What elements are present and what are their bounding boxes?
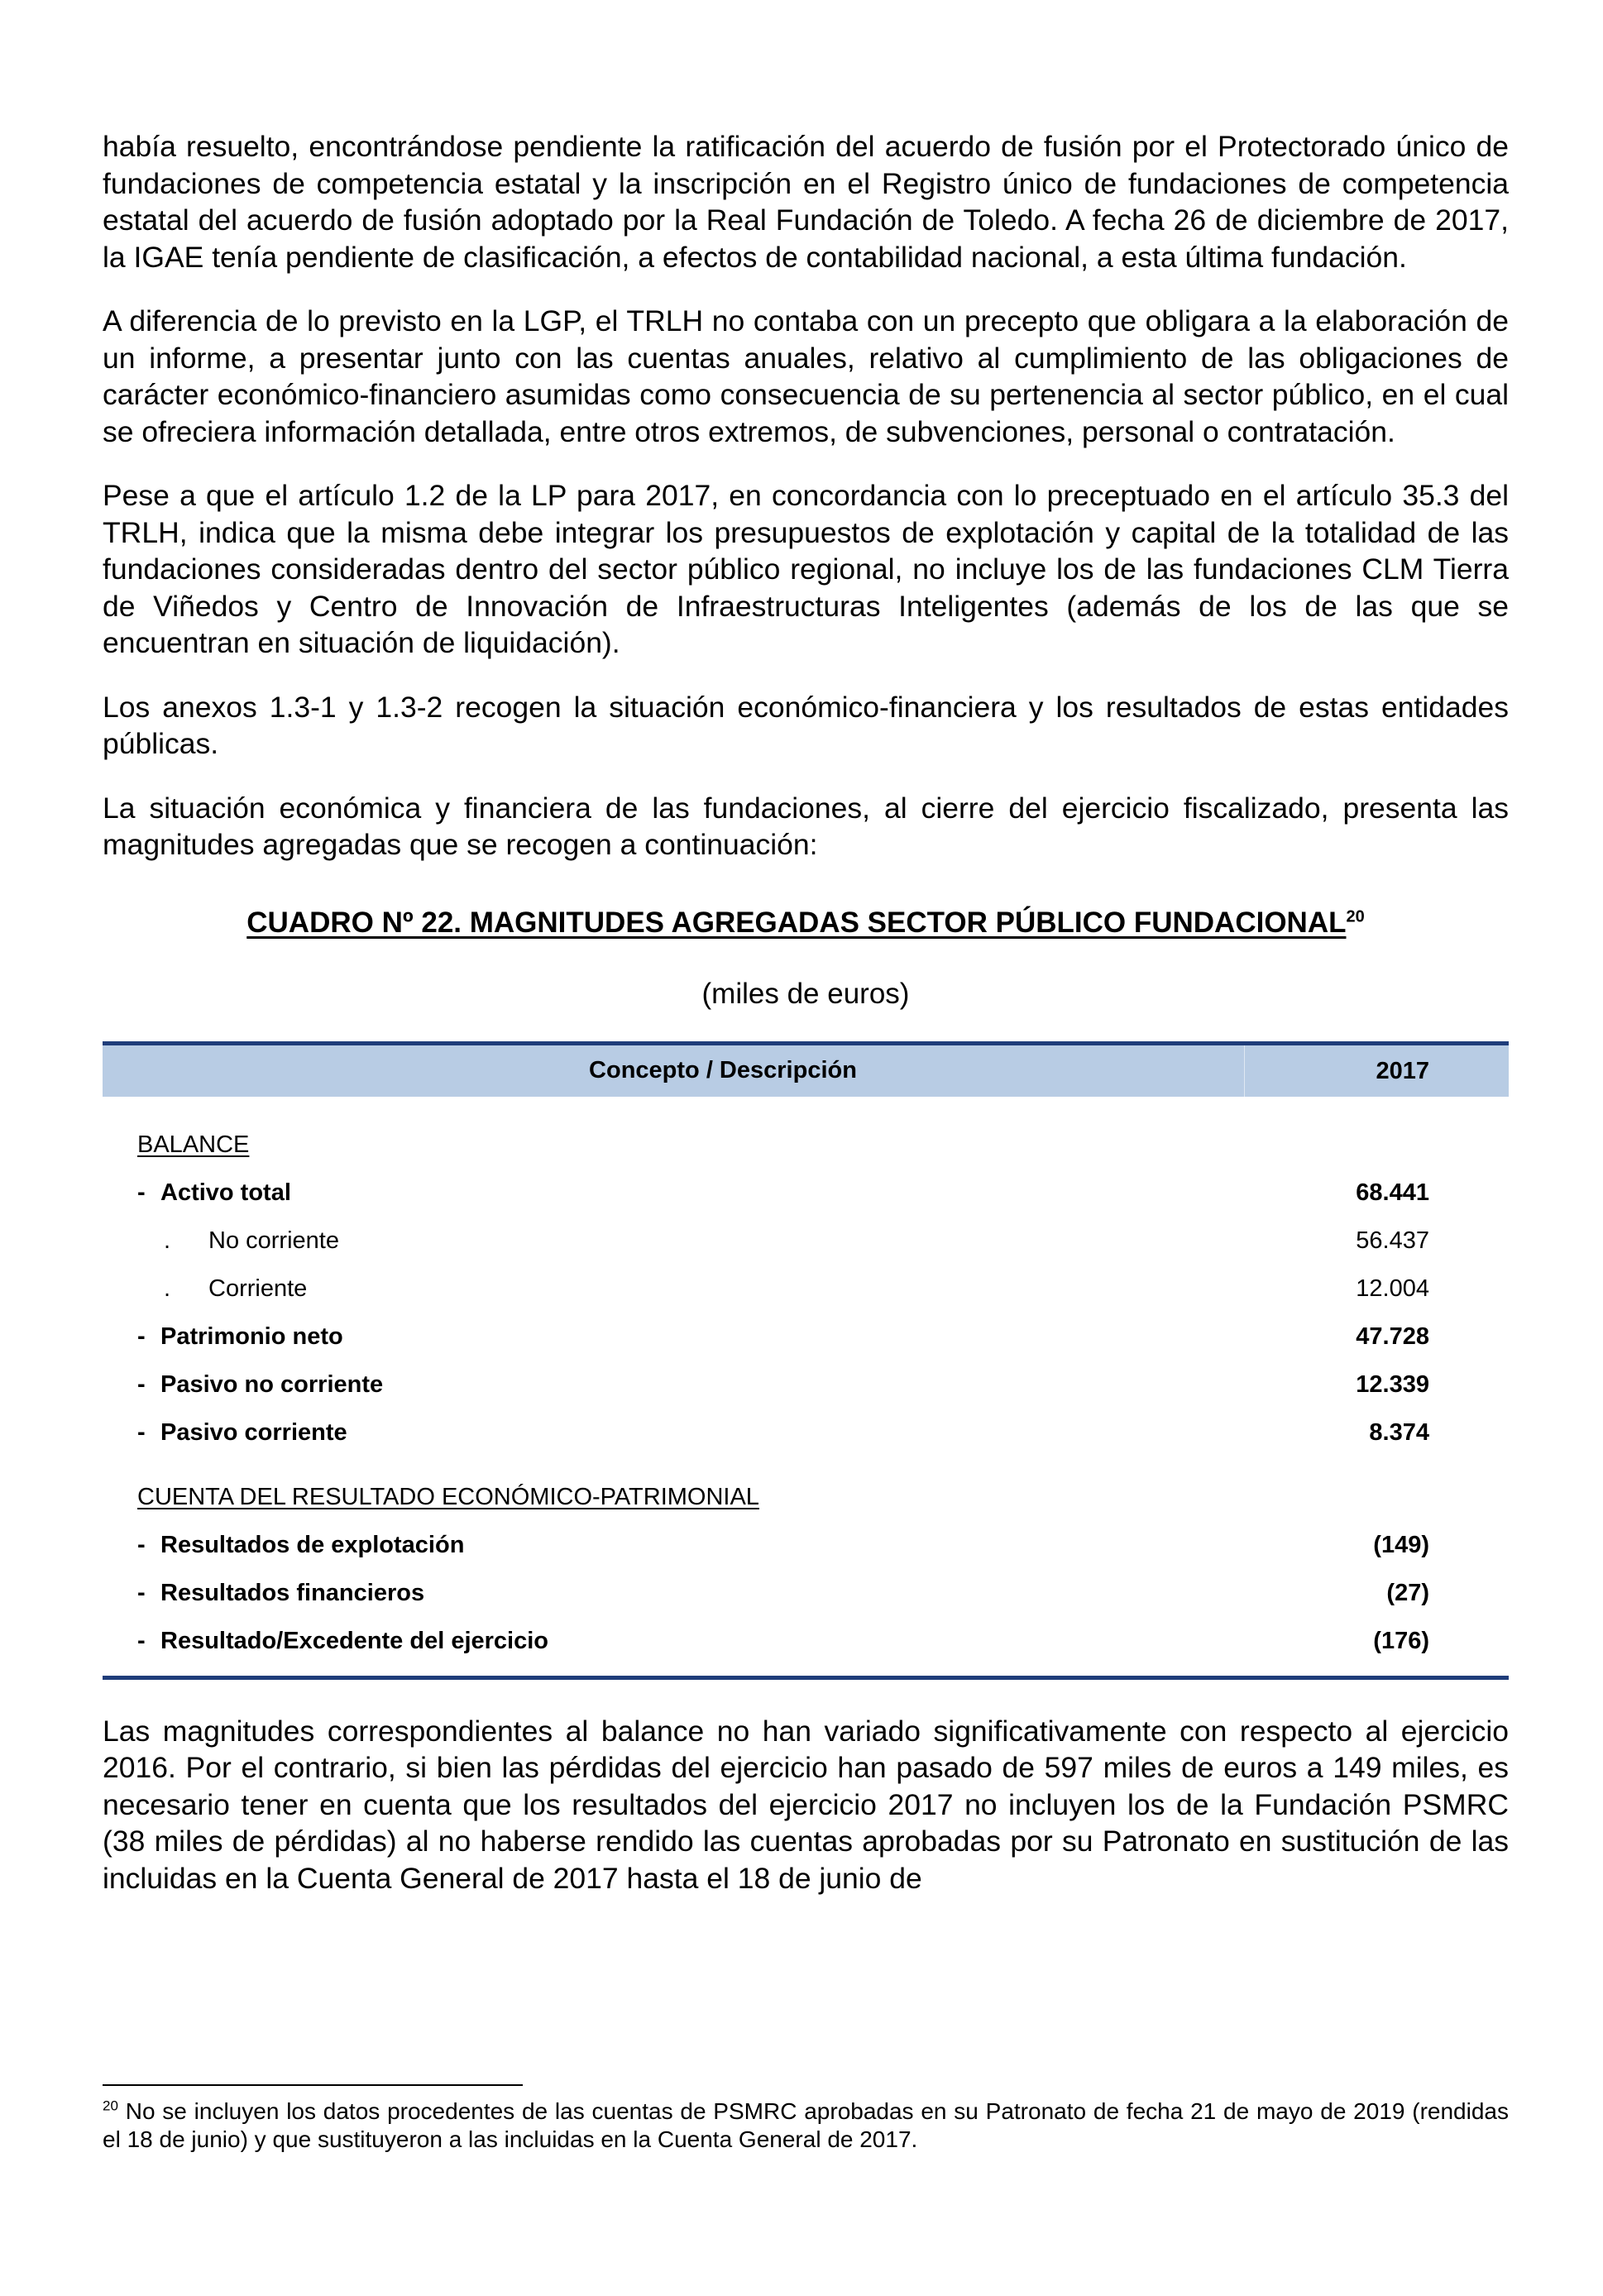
header-year: 2017 [1244, 1045, 1509, 1097]
table-row: - Pasivo corriente 8.374 [103, 1409, 1509, 1457]
row-value: (176) [1373, 1628, 1429, 1654]
table-units: (miles de euros) [701, 977, 910, 1010]
row-label: Pasivo no corriente [160, 1371, 384, 1398]
footnote-number: 20 [103, 2097, 118, 2114]
header-concept: Concepto / Descripción [589, 1057, 857, 1083]
paragraph-4: Los anexos 1.3-1 y 1.3-2 recogen la situación económico-financiera y los resultados de estas entidades públicas. [103, 690, 1509, 760]
row-value: (27) [1386, 1580, 1429, 1606]
table-title-text: CUADRO Nº 22. MAGNITUDES AGREGADAS SECTOR PÚBLICO FUNDACIONAL [246, 906, 1347, 939]
section-heading: BALANCE [137, 1131, 250, 1158]
section-resultado [103, 1474, 1509, 1522]
row-value: 8.374 [1369, 1419, 1429, 1446]
table-title [103, 905, 1509, 941]
row-label: Activo total [160, 1179, 291, 1206]
footnote-text: No se incluyen los datos procedentes de las cuentas de PSMRC aprobadas en su Patronato de fecha 21 de mayo de 2019 (rendidas el 18 de junio) y que sustituyeron a las incluidas en la Cuenta General de 2017. [103, 2098, 1509, 2152]
row-value: 56.437 [1356, 1227, 1429, 1254]
paragraph-2: A diferencia de lo previsto en la LGP, el TRLH no contaba con un precepto que obligara a la elaboración de un informe, a presentar junto con las cuentas anuales, relativo al cumplimiento de las obligaciones de carácter económico-financiero asumidas como consecuencia de su pertenencia al sector público, en el cual se ofreciera información detallada, entre otros extremos, de subvenciones, personal o contratación. [103, 304, 1509, 448]
paragraph-after-table: Las magnitudes correspondientes al balance no han variado significativamente con respecto al ejercicio 2016. Por el contrario, si bien las pérdidas del ejercicio han pasado de 597 miles de euros a 149 miles, es necesario tener en cuenta que los resultados del ejercicio 2017 no incluyen los de la Fundación PSMRC (38 miles de pérdidas) al no haberse rendido las cuentas aprobadas por su Patronato en sustitución de las incluidas en la Cuenta General de 2017 hasta el 18 de junio de [103, 1714, 1509, 1895]
paragraph-1: había resuelto, encontrándose pendiente la ratificación del acuerdo de fusión por el Protectorado único de fundaciones de competencia estatal y la inscripción en el Registro único de fundaciones de competencia estatal del acuerdo de fusión adoptado por la Real Fundación de Toledo. A fecha 26 de diciembre de 2017, la IGAE tenía pendiente de clasificación, a efectos de contabilidad nacional, a esta última fundación. [103, 130, 1509, 274]
table-row: . No corriente 56.437 [103, 1217, 1509, 1265]
section-balance [103, 1122, 1509, 1170]
row-value: 12.339 [1356, 1371, 1429, 1398]
magnitudes-table [103, 1041, 1509, 1680]
paragraph-3: Pese a que el artículo 1.2 de la LP para 2017, en concordancia con lo preceptuado en el artículo 35.3 del TRLH, indica que la misma debe integrar los presupuestos de explotación y capital de la totalidad de las fundaciones consideradas dentro del sector público regional, no incluye los de las fundaciones CLM Tierra de Viñedos y Centro de Innovación de Infraestructuras Inteligentes (además de los de las que se encuentran en situación de liquidación). [103, 479, 1509, 659]
table-row: - Activo total 68.441 [103, 1170, 1509, 1217]
table-row: - Patrimonio neto 47.728 [103, 1313, 1509, 1361]
row-value: 68.441 [1356, 1179, 1429, 1206]
table-body [103, 1097, 1509, 1676]
table-row: . Corriente 12.004 [103, 1265, 1509, 1313]
row-label: Resultados de explotación [160, 1532, 465, 1558]
table-header [103, 1045, 1509, 1097]
table-row: - Resultados financieros (27) [103, 1570, 1509, 1618]
row-label: Corriente [208, 1275, 308, 1302]
document-page [103, 128, 1509, 1924]
paragraph-5: La situación económica y financiera de las fundaciones, al cierre del ejercicio fiscalizado, presenta las magnitudes agregadas que se recogen a continuación: [103, 791, 1509, 861]
footnote-separator [103, 2084, 523, 2086]
section-heading: CUENTA DEL RESULTADO ECONÓMICO-PATRIMONIAL [137, 1484, 759, 1510]
row-value: 47.728 [1356, 1323, 1429, 1350]
table-row: - Pasivo no corriente 12.339 [103, 1361, 1509, 1409]
row-value: 12.004 [1356, 1275, 1429, 1302]
footnote [103, 2097, 1509, 2154]
row-label: Resultado/Excedente del ejercicio [160, 1628, 549, 1654]
table-row: - Resultados de explotación (149) [103, 1522, 1509, 1570]
table-title-footnote-ref[interactable]: 20 [1346, 906, 1365, 926]
row-label: Resultados financieros [160, 1580, 425, 1606]
table-row: - Resultado/Excedente del ejercicio (176) [103, 1618, 1509, 1666]
row-label: Patrimonio neto [160, 1323, 343, 1350]
row-value: (149) [1373, 1532, 1429, 1558]
row-label: Pasivo corriente [160, 1419, 347, 1446]
row-label: No corriente [208, 1227, 339, 1254]
